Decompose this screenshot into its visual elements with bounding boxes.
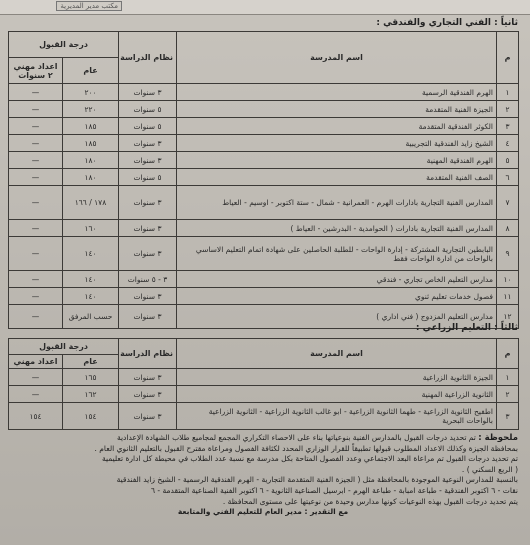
note-line: تم تحديد درجات القبول تم مراعاة البعد الاجتماعي وعدد الفصول المتاحة بكل مدرسة مع نسبة عدد الطلاب في محيطة كل ادارة تعليمية (102, 454, 518, 464)
school-name: المدارس الفنية التجارية بادارات ( الحوامدية - البدرشين - العياط ) (177, 220, 497, 237)
general-score: ١٨٠ (63, 152, 119, 169)
general-score: ١٥٤ (63, 403, 119, 430)
table-row (9, 84, 519, 101)
school-name: الثانوية الزراعية المهنية (177, 386, 497, 403)
study-system: ٣ سنوات (119, 403, 177, 430)
col-system: نظام الدراسة (119, 32, 177, 84)
row-index: ٣ (497, 118, 519, 135)
vocational-score: ١٥٤ (9, 403, 63, 430)
col-admission: درجة القبول (9, 32, 119, 58)
study-system: ٣ سنوات (119, 220, 177, 237)
study-system: ٣ سنوات (119, 305, 177, 329)
school-name: المدارس الفنية التجارية بادارات الهرم - العمرانية - شمال - ستة اكتوبر - اوسيم - العياط (177, 186, 497, 220)
row-index: ٢ (497, 386, 519, 403)
study-system: ٣ سنوات (119, 237, 177, 271)
row-index: ٧ (497, 186, 519, 220)
school-name: الكوثر الفندقية المتقدمة (177, 118, 497, 135)
study-system: ٣ سنوات (119, 369, 177, 386)
note-line: بمحافظة الجيزة وكذلك الاعداد المطلوب قبولها تطبيقاً للقرار الوزاري المحدد لكثافة الفصول ومراعاة مقترح القبول بالتعليم الثانوي العام . (94, 443, 518, 453)
row-index: ٤ (497, 135, 519, 152)
vocational-score: — (9, 288, 63, 305)
commercial-hotel-table (8, 31, 519, 329)
vocational-score: — (9, 118, 63, 135)
study-system: ٣ سنوات (119, 186, 177, 220)
col-system: نظام الدراسة (119, 339, 177, 369)
study-system: ٣ سنوات (119, 288, 177, 305)
row-index: ١٢ (497, 305, 519, 329)
general-score: ١٨٥ (63, 118, 119, 135)
study-system: ٥ سنوات (119, 118, 177, 135)
vocational-score: — (9, 305, 63, 329)
vocational-score: — (9, 169, 63, 186)
vocational-score: — (9, 369, 63, 386)
table-row (9, 271, 519, 288)
school-name: البابطين التجارية المشتركة - إدارة الواحات - للطلبة الحاصلين على شهادة اتمام التعليم الاساسي بالواحات من ادارة الواحات فقط (177, 237, 497, 271)
table-row (9, 369, 519, 386)
row-index: ٨ (497, 220, 519, 237)
col-vocational: اعداد مهني ٢ سنوات (9, 58, 63, 84)
school-name: الهرم الفندقية المهنية (177, 152, 497, 169)
vocational-score: — (9, 152, 63, 169)
note-line: نقات - ٦ اكتوبر الفندقية - طباعة امبابة - طباعة الهرم - ابرسيل الصناعية الثانوية - ٦ اكتوبر الفنية الصناعية المتقدمة - ٦ (150, 485, 518, 495)
study-system: ٣ سنوات (119, 386, 177, 403)
vocational-score: — (9, 271, 63, 288)
col-general: عام (63, 355, 119, 369)
col-school: اسم المدرسة (177, 32, 497, 84)
table-row (9, 118, 519, 135)
table-row (9, 220, 519, 237)
vocational-score: — (9, 135, 63, 152)
note-line: يتم تحديد درجات القبول بهذه النوعيات كونها مدارس وحيدة من نوعيتها على مستوى المحافظة . (222, 496, 518, 506)
row-index: ٥ (497, 152, 519, 169)
row-index: ١ (497, 369, 519, 386)
col-school: اسم المدرسة (177, 339, 497, 369)
col-admission: درجة القبول (9, 339, 119, 355)
row-index: ١٠ (497, 271, 519, 288)
col-vocational: اعداد مهني (9, 355, 63, 369)
school-name: الجيزة الفنية المتقدمة (177, 101, 497, 118)
col-index: م (497, 32, 519, 84)
vocational-score: — (9, 237, 63, 271)
general-score: ١٤٠ (63, 271, 119, 288)
general-score: ١٦٥ (63, 369, 119, 386)
note-line: ( الربع السكني ) . (461, 464, 518, 474)
general-score: ١٤٠ (63, 288, 119, 305)
vocational-score: — (9, 220, 63, 237)
study-system: ٣ - ٥ سنوات (119, 271, 177, 288)
school-name: الصف الفنية المتقدمة (177, 169, 497, 186)
general-score: ٢٢٠ (63, 101, 119, 118)
note-line: تم تحديد درجات القبول بالمدارس الفنية بنوعياتها بناء على الاحصاء التكراري المجمع لمجاميع طلاب الشهادة الإعدادية (116, 433, 476, 442)
vocational-score: — (9, 84, 63, 101)
study-system: ٣ سنوات (119, 135, 177, 152)
row-index: ١ (497, 84, 519, 101)
table-row (9, 152, 519, 169)
vocational-score: — (9, 186, 63, 220)
study-system: ٣ سنوات (119, 84, 177, 101)
agricultural-table (8, 338, 519, 430)
table-row (9, 403, 519, 430)
section-title-commercial: ثانياً : الفني التجاري والفندقي : (376, 18, 518, 28)
row-index: ٩ (497, 237, 519, 271)
school-name: اطفيح الثانوية الزراعية - طهما الثانوية الزراعية - ابو غالب الثانوية الزراعية - الثانوية الزراعية بالواحات البحرية (177, 403, 497, 430)
section-title-agricultural: ثالثاً : التعليم الزراعي : (415, 323, 518, 333)
col-index: م (497, 339, 519, 369)
row-index: ٣ (497, 403, 519, 430)
table-row (9, 237, 519, 271)
general-score: ١٧٨ / ١٦٦ (63, 186, 119, 220)
row-index: ٦ (497, 169, 519, 186)
notes-block (8, 433, 518, 518)
general-score: ١٨٥ (63, 135, 119, 152)
study-system: ٣ سنوات (119, 152, 177, 169)
school-name: الجيزة الثانوية الزراعية (177, 369, 497, 386)
table-row (9, 186, 519, 220)
notes-label: ملحوظة : (478, 433, 518, 443)
note-line: بالنسبة للمدارس النوعية الموجودة بالمحافظة مثل ( الجيزة الفنية المتقدمة التجارية - الهرم الفندقية الرسمية - الشيخ زايد الفندقية (116, 475, 518, 485)
general-score: ١٦٠ (63, 220, 119, 237)
general-score: حسب المرفق (63, 305, 119, 329)
table-row (9, 101, 519, 118)
vocational-score: — (9, 101, 63, 118)
table-row (9, 135, 519, 152)
general-score: ١٨٠ (63, 169, 119, 186)
general-score: ١٤٠ (63, 237, 119, 271)
row-index: ١١ (497, 288, 519, 305)
study-system: ٥ سنوات (119, 169, 177, 186)
table-row (9, 288, 519, 305)
school-name: مدارس التعليم الخاص تجاري - فندقي (177, 271, 497, 288)
table-row (9, 169, 519, 186)
study-system: ٥ سنوات (119, 101, 177, 118)
school-name: مدارس التعليم المزدوج ( فني اداري ) (177, 305, 497, 329)
school-name: الهرم الفندقية الرسمية (177, 84, 497, 101)
general-score: ١٦٢ (63, 386, 119, 403)
school-name: الشيخ زايد الفندقية التجريبية (177, 135, 497, 152)
col-general: عام (63, 58, 119, 84)
vocational-score: — (9, 386, 63, 403)
general-score: ٢٠٠ (63, 84, 119, 101)
school-name: فصول خدمات تعليم ثنوي (177, 288, 497, 305)
table-row (9, 386, 519, 403)
row-index: ٢ (497, 101, 519, 118)
notes-footer: مع التقدير : مدير العام للتعليم الفني والمتابعة (177, 507, 349, 517)
office-stamp: مكتب مدير المديرية (56, 1, 122, 11)
